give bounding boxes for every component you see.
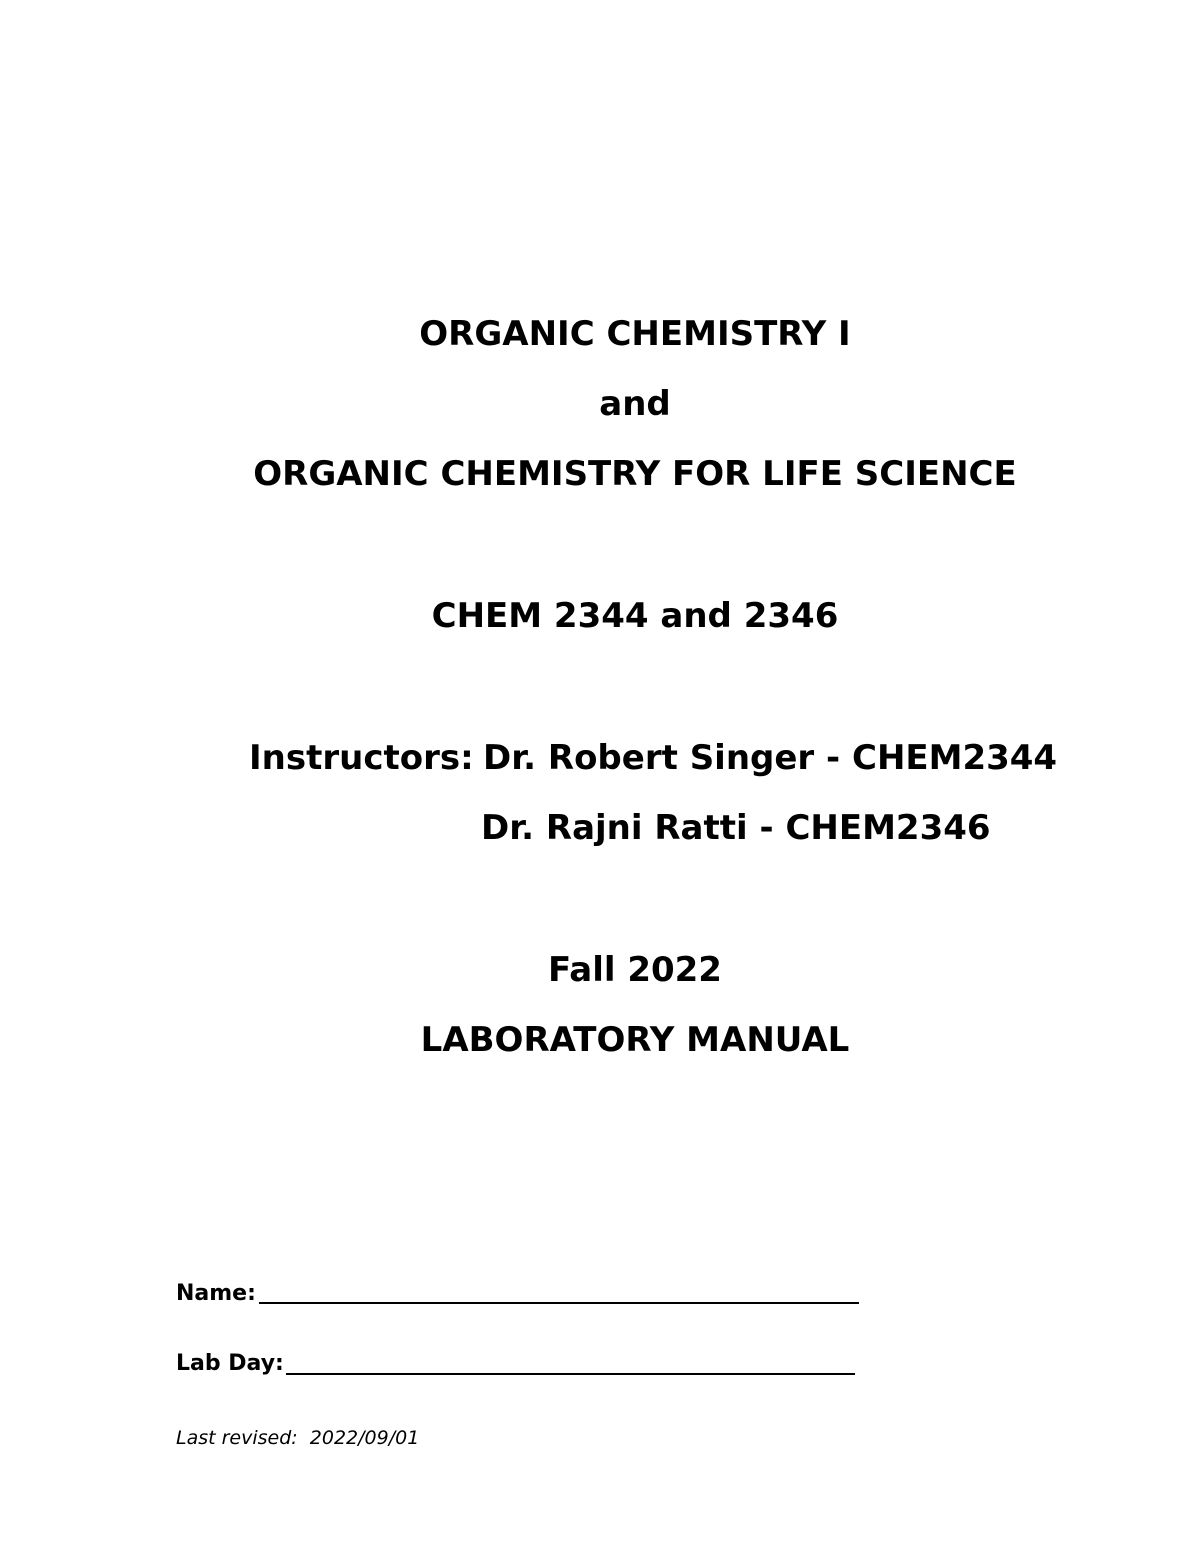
course-code: CHEM 2344 and 2346 (431, 596, 839, 636)
lab-day-label: Lab Day: (176, 1351, 284, 1376)
instructors-label: Instructors: (249, 738, 474, 778)
title-line-1: ORGANIC CHEMISTRY I (419, 314, 851, 354)
name-label: Name: (176, 1281, 256, 1306)
last-revised (176, 1426, 419, 1450)
title-line-3: ORGANIC CHEMISTRY FOR LIFE SCIENCE (253, 454, 1017, 494)
instructor-1: Dr. Robert Singer - CHEM2344 (483, 738, 1058, 778)
title-line-2: and (599, 384, 671, 424)
instructor-2: Dr. Rajni Ratti - CHEM2346 (481, 808, 991, 848)
last-revised-date: 2022/09/01 (309, 1427, 420, 1449)
term: Fall 2022 (548, 950, 722, 990)
name-line[interactable] (259, 1302, 859, 1304)
manual-title: LABORATORY MANUAL (420, 1020, 850, 1060)
lab-day-line[interactable] (286, 1373, 855, 1375)
last-revised-label: Last revised: (176, 1427, 298, 1449)
